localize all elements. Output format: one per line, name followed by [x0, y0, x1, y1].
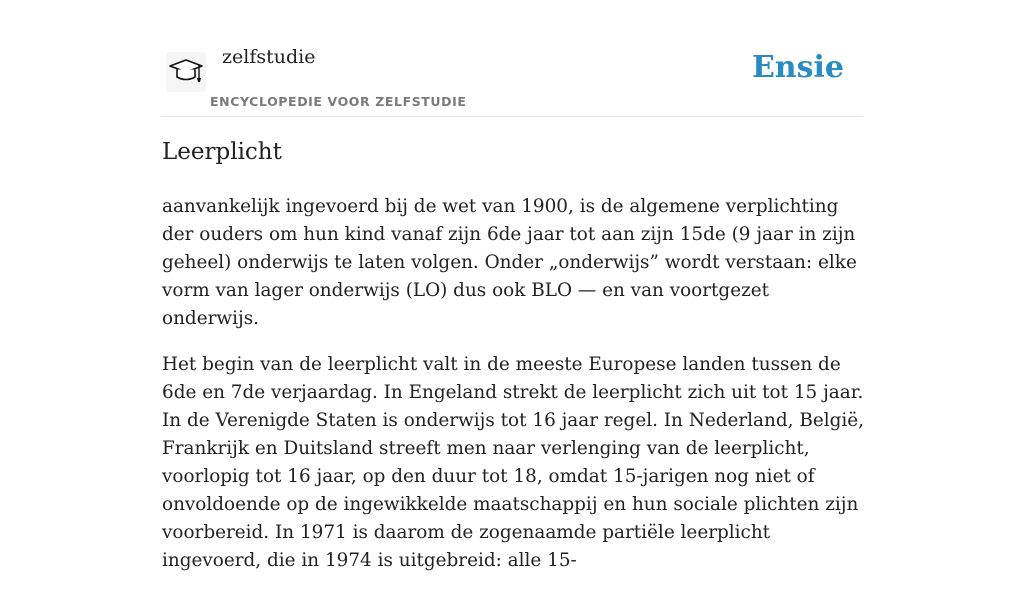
site-name[interactable]: zelfstudie — [222, 46, 316, 68]
article-body — [162, 193, 868, 593]
ensie-logo-link[interactable]: Ensie — [751, 50, 844, 85]
site-header — [162, 0, 862, 117]
graduation-cap-icon[interactable] — [166, 52, 206, 92]
article-paragraph: aanvankelijk ingevoerd bij de wet van 1900, is de algemene verplichting der ouders om hun kind vanaf zijn 6de jaar tot aan zijn 15de (9 jaar in zijn geheel) onderwijs te laten volgen. Onder „onderwijs” wordt verstaan: elke vorm van lager onderwijs (LO) dus ook BLO — en van voortgezet onderwijs. — [162, 196, 857, 329]
site-tagline: ENCYCLOPEDIE VOOR ZELFSTUDIE — [210, 94, 467, 109]
article-title: Leerplicht — [162, 139, 282, 165]
article-paragraph: Het begin van de leerplicht valt in de meeste Europese landen tussen de 6de en 7de verjaardag. In Engeland strekt de leerplicht zich uit tot 15 jaar. In de Verenigde Staten is onderwijs tot 16 jaar regel. In Nederland, België, Frankrijk en Duitsland streeft men naar verlenging van de leerplicht, voorlopig tot 16 jaar, op den duur tot 18, omdat 15-jarigen nog niet of onvoldoende op de ingewikkelde maatschappij en hun sociale plichten zijn voorbereid. In 1971 is daarom de zogenaamde partiële leerplicht ingevoerd, die in 1974 is uitgebreid: alle 15- — [162, 354, 864, 571]
